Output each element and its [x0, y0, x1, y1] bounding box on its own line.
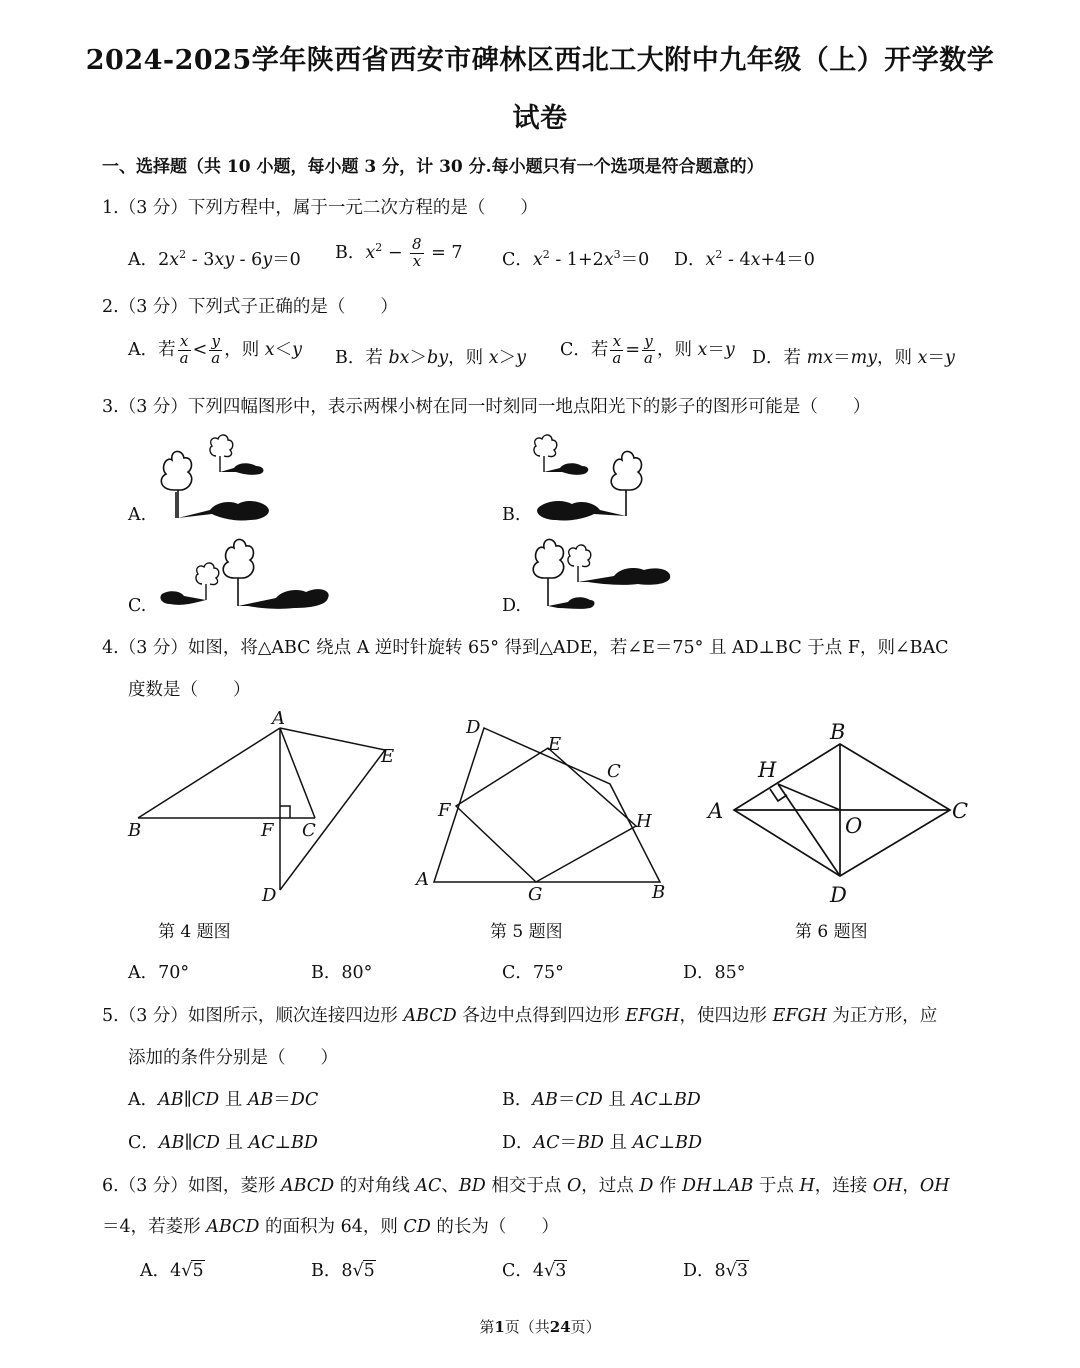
- footer-prefix: 第: [479, 1318, 495, 1336]
- label-o: O: [845, 814, 863, 838]
- label-h: H: [636, 811, 652, 832]
- page-number: 1: [494, 1318, 505, 1336]
- label-c: C: [302, 820, 316, 841]
- footer-suffix: 页）: [570, 1318, 601, 1336]
- q5-option-c: C．AB∥CD 且 AC⊥BD: [128, 1133, 318, 1153]
- tree-icon: [568, 545, 591, 582]
- tree-icon: [210, 435, 233, 472]
- label-b: B: [830, 720, 846, 744]
- figure-4-caption: 第 4 题图: [158, 922, 231, 942]
- label-g: G: [528, 884, 543, 905]
- label-f: F: [261, 820, 274, 841]
- q2-option-a: A．若 $\frac{x}{a}$ < $\frac{y}{a}$ ，则 x＜y: [128, 332, 303, 367]
- tree-icon: [534, 435, 557, 472]
- tree-icon: [223, 539, 254, 606]
- label-f: F: [438, 800, 451, 821]
- q3-option-b: B.: [502, 505, 521, 525]
- exam-title-line2: 试卷: [512, 103, 568, 134]
- label-b: B: [128, 820, 142, 841]
- q2-stem: 2.（3 分）下列式子正确的是（ ）: [102, 297, 398, 317]
- q2-option-d: D．若 mx＝my，则 x＝y: [752, 348, 955, 368]
- q6-option-d: D．8√3: [683, 1261, 748, 1281]
- label-a: A: [272, 708, 285, 729]
- q6-stem: 6.（3 分）如图，菱形 ABCD 的对角线 AC、BD 相交于点 O，过点 D 作 DH⊥AB 于点 H，连接 OH，OH: [102, 1176, 950, 1196]
- q4-stem-line2: 度数是（ ）: [128, 680, 251, 700]
- shadow-icon: [548, 597, 595, 609]
- section-heading: 一、选择题（共 10 小题，每小题 3 分，计 30 分.每小题只有一个选项是符合题意的）: [102, 157, 764, 177]
- q1-option-b: B．$x^2$ − $\frac{8}{x}$ = 7: [335, 235, 463, 270]
- label-e: E: [381, 746, 395, 767]
- label-a: A: [708, 799, 724, 823]
- q6-option-b: B．8√5: [311, 1261, 375, 1281]
- q3-figure-c: [158, 538, 338, 613]
- figure-4-triangle: [120, 708, 410, 908]
- shadow-icon: [178, 501, 269, 521]
- q4-option-b: B．80°: [311, 963, 373, 983]
- q1-option-a: A．$2x^2 - 3xy - 6y=0$: [128, 248, 301, 270]
- figure-5-quadrilateral: [410, 712, 680, 904]
- label-c: C: [952, 799, 969, 823]
- q6-option-c: C．4√3: [502, 1261, 567, 1281]
- q6-option-a: A．4√5: [140, 1261, 204, 1281]
- q5-stem: 5.（3 分）如图所示，顺次连接四边形 ABCD 各边中点得到四边形 EFGH，使四边形 EFGH 为正方形，应: [102, 1006, 938, 1026]
- q2-option-c: C．若 $\frac{x}{a}$ = $\frac{y}{a}$ ，则 x＝y: [560, 332, 735, 367]
- figure-6-caption: 第 6 题图: [795, 922, 868, 942]
- label-c: C: [607, 761, 621, 782]
- shadow-icon: [578, 568, 670, 585]
- shadow-icon: [220, 463, 263, 475]
- q3-option-d: D.: [502, 596, 521, 616]
- tree-icon: [611, 451, 642, 516]
- label-e: E: [548, 734, 562, 755]
- q4-option-a: A．70°: [128, 963, 190, 983]
- q3-figure-d: [534, 538, 684, 613]
- q5-option-d: D．AC＝BD 且 AC⊥BD: [502, 1133, 703, 1153]
- label-a: A: [416, 869, 429, 890]
- tree-icon: [533, 539, 564, 606]
- page-footer: [0, 1316, 1080, 1337]
- q1-option-c: C．$x^2 - 1+2x^3=0$: [502, 248, 650, 270]
- label-d: D: [830, 883, 847, 907]
- figure-5-caption: 第 5 题图: [490, 922, 563, 942]
- q4-option-c: C．75°: [502, 963, 564, 983]
- footer-middle: 页（共: [504, 1318, 550, 1336]
- q5-option-b: B．AB＝CD 且 AC⊥BD: [502, 1090, 701, 1110]
- q1-stem: 1.（3 分）下列方程中，属于一元二次方程的是（ ）: [102, 198, 538, 218]
- label-b: B: [652, 882, 666, 903]
- q4-option-d: D．85°: [683, 963, 746, 983]
- shadow-icon: [160, 591, 206, 605]
- shadow-icon: [544, 463, 588, 475]
- q4-stem: 4.（3 分）如图，将△ABC 绕点 A 逆时针旋转 65° 得到△ADE，若∠E＝75° 且 AD⊥BC 于点 F，则∠BAC: [102, 638, 949, 658]
- figure-6-rhombus: [700, 718, 980, 908]
- page-total: 24: [549, 1318, 571, 1336]
- label-h: H: [758, 758, 777, 782]
- shadow-icon: [537, 501, 626, 521]
- q5-stem-line2: 添加的条件分别是（ ）: [128, 1048, 338, 1068]
- q2-option-b: B．若 bx＞by，则 x＞y: [335, 348, 526, 368]
- q6-stem-line2: ＝4，若菱形 ABCD 的面积为 64，则 CD 的长为（ ）: [102, 1217, 559, 1237]
- q5-option-a: A．AB∥CD 且 AB＝DC: [128, 1090, 319, 1110]
- tree-icon: [196, 563, 219, 600]
- q3-option-a: A.: [128, 505, 147, 525]
- q3-stem: 3.（3 分）下列四幅图形中，表示两棵小树在同一时刻同一地点阳光下的影子的图形可能是（ ）: [102, 397, 871, 417]
- q3-figure-a: [150, 430, 280, 525]
- q3-figure-b: [530, 430, 650, 525]
- label-d: D: [262, 885, 277, 906]
- label-d: D: [466, 717, 481, 738]
- exam-title: 2024-2025学年陕西省西安市碑林区西北工大附中九年级（上）开学数学: [85, 45, 995, 76]
- tree-icon: [161, 451, 191, 518]
- shadow-icon: [238, 589, 329, 609]
- q3-option-c: C.: [128, 596, 147, 616]
- q1-option-d: D．$x^2 - 4x+4=0$: [674, 248, 815, 270]
